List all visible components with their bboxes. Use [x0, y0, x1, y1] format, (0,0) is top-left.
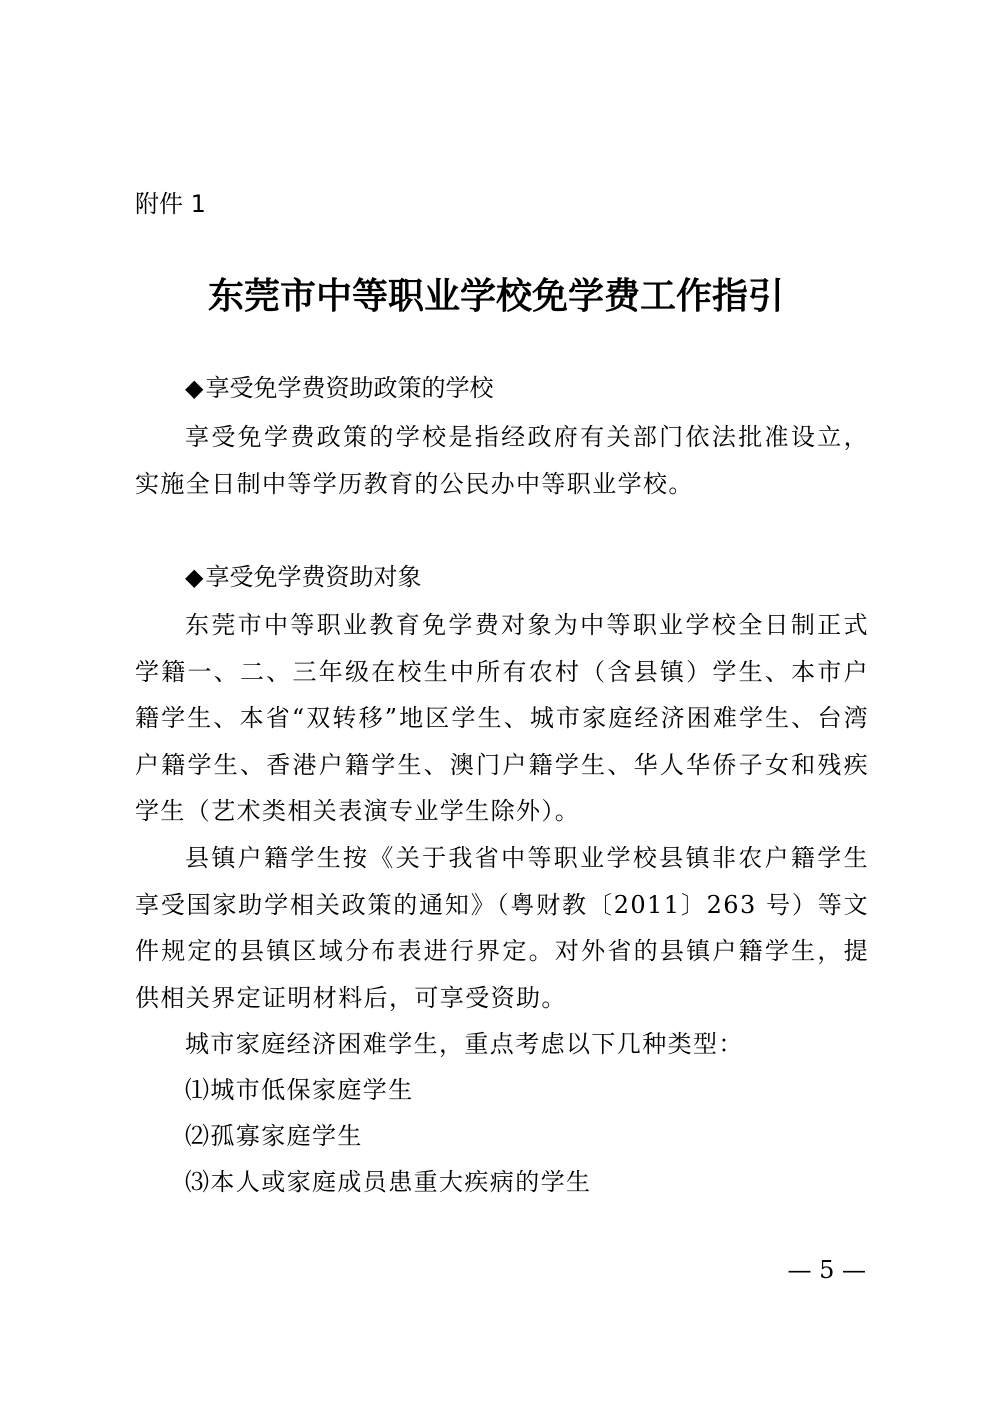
section-heading-schools [185, 370, 493, 406]
document-title: 东莞市中等职业学校免学费工作指引 [207, 275, 784, 317]
list-item: ⑵孤寡家庭学生 [185, 1122, 363, 1150]
paragraph-urban-hardship-intro: 城市家庭经济困难学生，重点考虑以下几种类型： [185, 1030, 744, 1058]
page-number: — 5 — [787, 1256, 866, 1284]
diamond-bullet-icon: ◆ [185, 563, 204, 591]
paragraph-schools-definition: 享受免学费政策的学校是指经政府有关部门依法批准设立，实施全日制中等学历教育的公民办中等职业学校。 [135, 423, 869, 498]
diamond-bullet-icon: ◆ [185, 374, 204, 402]
section-heading-text: 享受免学费资助对象 [205, 563, 422, 591]
list-item: ⑴城市低保家庭学生 [185, 1076, 414, 1104]
list-item: ⑶本人或家庭成员患重大疾病的学生 [185, 1168, 592, 1196]
attachment-label: 附件 1 [135, 190, 206, 218]
paragraph-county-town-definition: 县镇户籍学生按《关于我省中等职业学校县镇非农户籍学生享受国家助学相关政策的通知》（粤财教〔2011〕263 号）等文件规定的县镇区域分布表进行界定。对外省的县镇户籍学生，提供相关界定证明材料后，可享受资助。 [135, 844, 869, 1012]
section-heading-text: 享受免学费资助政策的学校 [205, 374, 494, 402]
paragraph-recipients-scope: 东莞市中等职业教育免学费对象为中等职业学校全日制正式学籍一、二、三年级在校生中所有农村（含县镇）学生、本市户籍学生、本省“双转移”地区学生、城市家庭经济困难学生、台湾户籍学生、香港户籍学生、澳门户籍学生、华人华侨子女和残疾学生（艺术类相关表演专业学生除外）。 [135, 611, 869, 825]
section-heading-recipients [185, 559, 421, 595]
